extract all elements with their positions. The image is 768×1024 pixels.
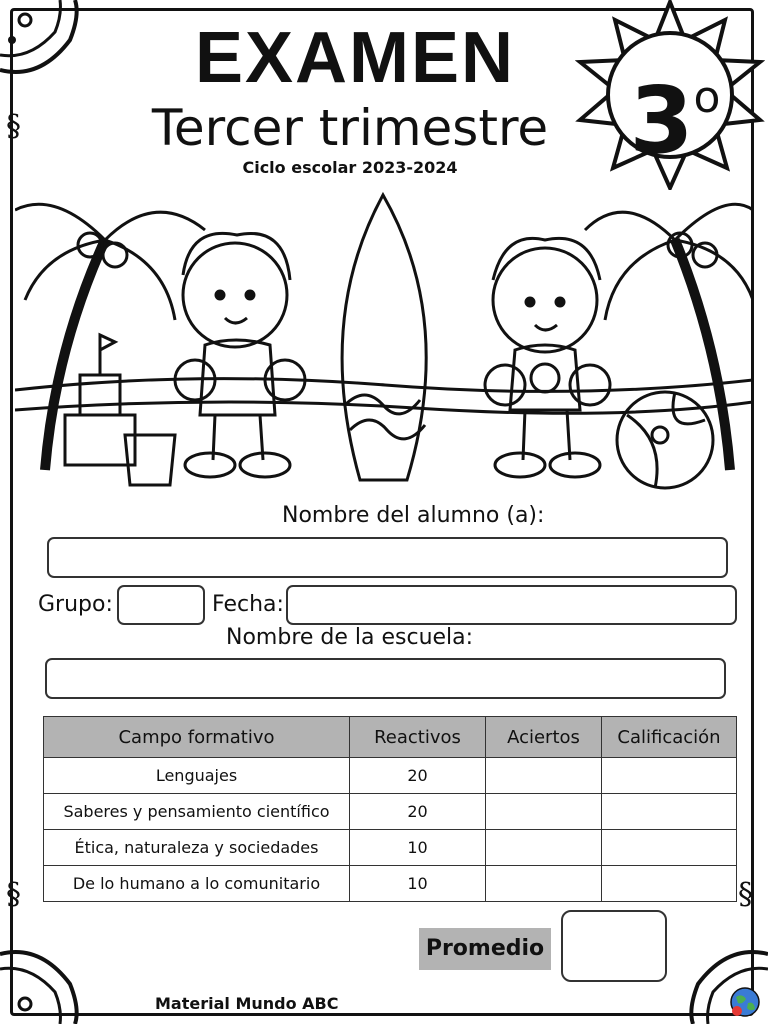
grade-cell[interactable] bbox=[602, 758, 737, 794]
column-header: Aciertos bbox=[486, 717, 602, 758]
corner-ornament-bottom-left bbox=[0, 934, 90, 1024]
table-row bbox=[44, 830, 737, 866]
exam-title: EXAMEN bbox=[194, 18, 516, 98]
grade-number: 3 bbox=[629, 67, 694, 174]
grade-cell[interactable] bbox=[602, 830, 737, 866]
table-row bbox=[44, 866, 737, 902]
side-swirl-icon: § bbox=[738, 877, 753, 912]
date-label: Fecha: bbox=[212, 592, 284, 617]
school-name-label: Nombre de la escuela: bbox=[226, 625, 474, 650]
side-swirl-icon: § bbox=[6, 109, 21, 144]
group-field[interactable] bbox=[117, 585, 205, 625]
correct-cell[interactable] bbox=[486, 794, 602, 830]
field-cell: De lo humano a lo comunitario bbox=[44, 866, 350, 902]
grade-badge bbox=[605, 38, 745, 174]
items-cell: 20 bbox=[350, 794, 486, 830]
table-header-row bbox=[44, 717, 737, 758]
field-cell: Lenguajes bbox=[44, 758, 350, 794]
globe-logo-icon bbox=[728, 985, 762, 1019]
scores-table bbox=[43, 716, 737, 902]
table-row bbox=[44, 758, 737, 794]
correct-cell[interactable] bbox=[486, 758, 602, 794]
items-cell: 10 bbox=[350, 830, 486, 866]
student-name-label: Nombre del alumno (a): bbox=[282, 503, 545, 528]
group-label: Grupo: bbox=[38, 592, 113, 617]
column-header: Campo formativo bbox=[44, 717, 350, 758]
grade-cell[interactable] bbox=[602, 866, 737, 902]
school-name-field[interactable] bbox=[45, 658, 726, 699]
grade-degree-symbol: o bbox=[693, 72, 721, 123]
column-header: Calificación bbox=[602, 717, 737, 758]
table-row bbox=[44, 794, 737, 830]
footer-credit: Material Mundo ABC bbox=[155, 994, 339, 1013]
items-cell: 20 bbox=[350, 758, 486, 794]
grade-cell[interactable] bbox=[602, 794, 737, 830]
column-header: Reactivos bbox=[350, 717, 486, 758]
average-label: Promedio bbox=[419, 928, 551, 970]
average-field[interactable] bbox=[561, 910, 667, 982]
corner-ornament-top-left bbox=[0, 0, 90, 90]
school-cycle: Ciclo escolar 2023-2024 bbox=[242, 158, 458, 177]
correct-cell[interactable] bbox=[486, 830, 602, 866]
correct-cell[interactable] bbox=[486, 866, 602, 902]
exam-subtitle: Tercer trimestre bbox=[151, 99, 549, 157]
side-swirl-icon: § bbox=[6, 877, 21, 912]
student-name-field[interactable] bbox=[47, 537, 728, 578]
field-cell: Saberes y pensamiento científico bbox=[44, 794, 350, 830]
beach-illustration bbox=[15, 170, 753, 520]
items-cell: 10 bbox=[350, 866, 486, 902]
date-field[interactable] bbox=[286, 585, 737, 625]
field-cell: Ética, naturaleza y sociedades bbox=[44, 830, 350, 866]
